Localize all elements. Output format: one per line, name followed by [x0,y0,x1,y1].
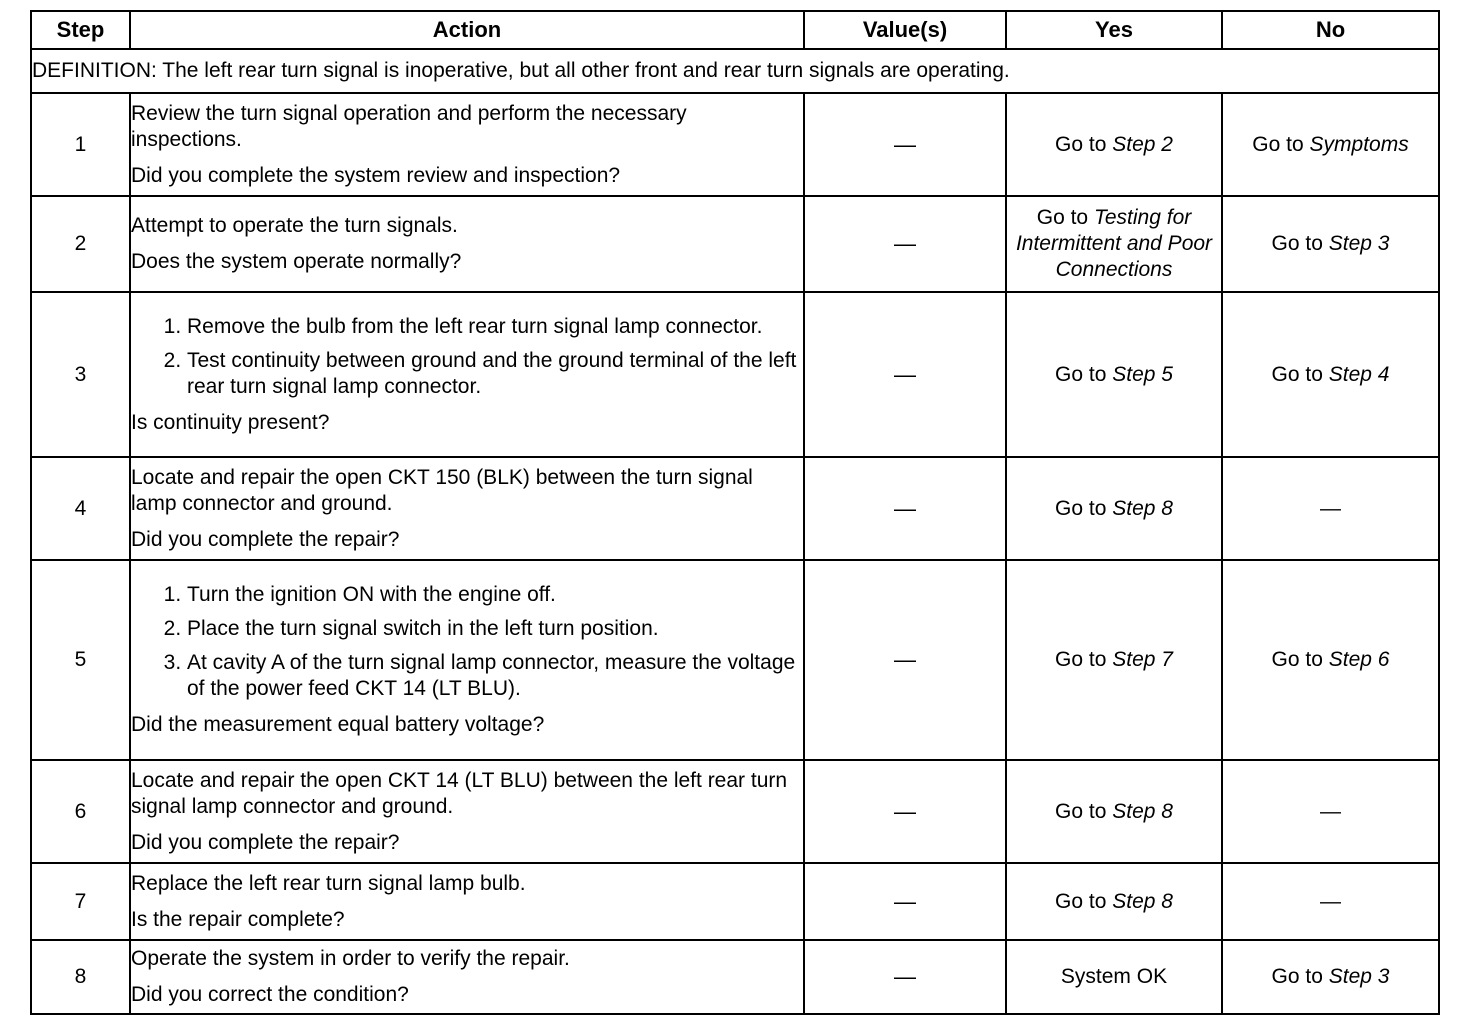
no-prefix: Go to [1271,232,1323,255]
value-cell: — [804,863,1006,940]
no-cell [1222,196,1439,292]
step-number: 2 [31,196,130,292]
yes-link[interactable]: Step 2 [1112,132,1173,156]
action-question: Did the measurement equal battery voltage? [131,713,545,736]
header-yes: Yes [1006,11,1222,49]
yes-link[interactable]: Step 8 [1112,496,1173,520]
yes-link[interactable]: Step 8 [1112,799,1173,823]
action-cell [130,940,804,1014]
header-row [31,11,1439,49]
no-cell: — [1222,760,1439,863]
no-prefix: Go to [1271,648,1323,671]
substep: 3. At cavity A of the turn signal lamp connector, measure the voltage of the power feed CKT 14 (LT BLU). [187,650,803,702]
yes-cell [1006,292,1222,457]
yes-prefix: Go to [1055,496,1107,520]
action-text: Locate and repair the open CKT 14 (LT BLU) between the left rear turn signal lamp connector and ground. [131,768,788,818]
yes-cell [1006,560,1222,760]
action-question: Did you complete the repair? [131,527,400,551]
action-text: Locate and repair the open CKT 150 (BLK) between the turn signal lamp connector and ground. [131,465,753,515]
no-cell: — [1222,863,1439,940]
yes-link[interactable]: Testing for Intermittent and Poor Connections [1015,206,1213,281]
definition-text: DEFINITION: The left rear turn signal is inoperative, but all other front and rear turn signals are operating. [31,49,1439,93]
action-cell [130,560,804,760]
action-text: Replace the left rear turn signal lamp bulb. [131,871,526,895]
no-prefix: Go to [1271,362,1323,386]
action-cell [130,760,804,863]
table-row [31,292,1439,457]
substep: 1. Turn the ignition ON with the engine off. [187,582,803,608]
no-link[interactable]: Step 3 [1328,965,1390,988]
header-values: Value(s) [804,11,1006,49]
step-number: 8 [31,940,130,1014]
header-no: No [1222,11,1439,49]
table-row [31,760,1439,863]
no-cell [1222,93,1439,196]
action-cell [130,93,804,196]
action-cell [130,863,804,940]
value-cell: — [804,196,1006,292]
action-cell [130,196,804,292]
step-number: 4 [31,457,130,560]
no-link[interactable]: Step 3 [1328,232,1390,255]
action-question: Does the system operate normally? [131,250,462,273]
action-cell [130,292,804,457]
step-number: 5 [31,560,130,760]
yes-cell [1006,93,1222,196]
action-cell [130,457,804,560]
yes-link[interactable]: Step 8 [1112,889,1173,913]
header-step: Step [31,11,130,49]
action-text: Operate the system in order to verify the repair. [131,947,570,970]
yes-cell: System OK [1006,940,1222,1014]
yes-prefix: Go to [1055,889,1107,913]
no-prefix: Go to [1271,965,1323,988]
substep: 2. Test continuity between ground and the ground terminal of the left rear turn signal lamp connector. [187,348,803,400]
substep-list [131,314,803,400]
yes-cell [1006,196,1222,292]
substep: 1. Remove the bulb from the left rear turn signal lamp connector. [187,314,803,340]
value-cell: — [804,93,1006,196]
no-link[interactable]: Step 6 [1328,648,1390,671]
no-cell [1222,292,1439,457]
action-question: Is the repair complete? [131,907,345,931]
definition-row [31,49,1439,93]
yes-link[interactable]: Step 7 [1112,648,1173,671]
yes-prefix: Go to [1036,206,1089,229]
value-cell: — [804,560,1006,760]
table-row [31,196,1439,292]
yes-prefix: Go to [1055,799,1107,823]
table-row [31,560,1439,760]
table-row [31,940,1439,1014]
no-cell [1222,560,1439,760]
action-question: Is continuity present? [131,410,330,434]
yes-prefix: Go to [1055,132,1107,156]
action-question: Did you complete the repair? [131,830,400,854]
yes-prefix: Go to [1055,648,1107,671]
step-number: 1 [31,93,130,196]
table-row [31,93,1439,196]
value-cell: — [804,940,1006,1014]
step-number: 3 [31,292,130,457]
value-cell: — [804,760,1006,863]
value-cell: — [804,457,1006,560]
table-row [31,457,1439,560]
step-number: 6 [31,760,130,863]
action-text: Review the turn signal operation and perform the necessary inspections. [131,101,687,151]
no-cell [1222,940,1439,1014]
action-text: Attempt to operate the turn signals. [131,214,458,237]
no-prefix: Go to [1252,132,1304,156]
action-question: Did you correct the condition? [131,983,409,1006]
substep-list [131,582,803,702]
no-link[interactable]: Step 4 [1328,362,1390,386]
value-cell: — [804,292,1006,457]
substep: 2. Place the turn signal switch in the left turn position. [187,616,803,642]
yes-cell [1006,760,1222,863]
action-question: Did you complete the system review and inspection? [131,163,621,187]
yes-cell [1006,457,1222,560]
yes-prefix: Go to [1055,362,1107,386]
diagnostic-table [30,10,1440,1015]
header-action: Action [130,11,804,49]
step-number: 7 [31,863,130,940]
no-cell: — [1222,457,1439,560]
yes-link[interactable]: Step 5 [1112,362,1173,386]
yes-cell [1006,863,1222,940]
table-row [31,863,1439,940]
no-link[interactable]: Symptoms [1309,132,1409,156]
